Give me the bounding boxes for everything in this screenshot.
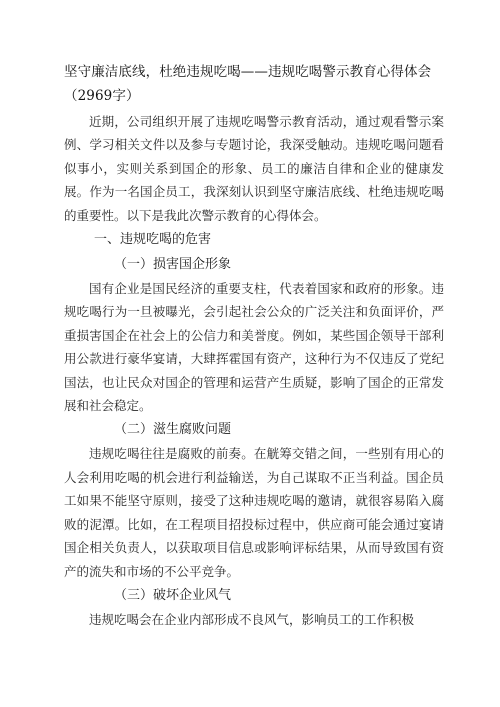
subsection-heading-image: （一）损害国企形象 xyxy=(114,257,232,273)
subsection-paragraph-image: 国有企业是国民经济的重要支柱，代表着国家和政府的形象。违规吃喝行为一旦被曝光，会引起社会公众的广泛关注和负面评价，严重损害国企在社会上的公信力和美誉度。例如，某些国企领导干部利用公款进行豪华宴请，大肆挥霍国有资产，这种行为不仅违反了党纪国法，也让民众对国企的管理和运营产生质疑，影响了国企的正常发展和社会稳定。 xyxy=(64,281,444,414)
subsection-heading-culture: （三）破坏企业风气 xyxy=(114,587,232,603)
section-heading-harms: 一、违规吃喝的危害 xyxy=(94,232,212,248)
document-title: 坚守廉洁底线，杜绝违规吃喝——违规吃喝警示教育心得体会（2969字） xyxy=(64,64,432,104)
intro-paragraph: 近期，公司组织开展了违规吃喝警示教育活动，通过观看警示案例、学习相关文件以及参与专题讨论，我深受触动。违规吃喝问题看似事小，实则关系到国企的形象、员工的廉洁自律和企业的健康发展。作为一名国企员工，我深刻认识到坚守廉洁底线、杜绝违规吃喝的重要性。以下是我此次警示教育的心得体会。 xyxy=(64,114,444,223)
subsection-heading-corruption: （二）滋生腐败问题 xyxy=(114,422,232,438)
subsection-paragraph-corruption: 违规吃喝往往是腐败的前奏。在觥筹交错之间，一些别有用心的人会利用吃喝的机会进行利益输送，为自己谋取不正当利益。国企员工如果不能坚守原则，接受了这种违规吃喝的邀请，就很容易陷入腐败的泥潭。比如，在工程项目招投标过程中，供应商可能会通过宴请国企相关负责人，以获取项目信息或影响评标结果，从而导致国有资产的流失和市场的不公平竞争。 xyxy=(64,446,444,579)
document-body xyxy=(64,110,444,631)
subsection-paragraph-culture: 违规吃喝会在企业内部形成不良风气，影响员工的工作积极 xyxy=(89,611,415,627)
